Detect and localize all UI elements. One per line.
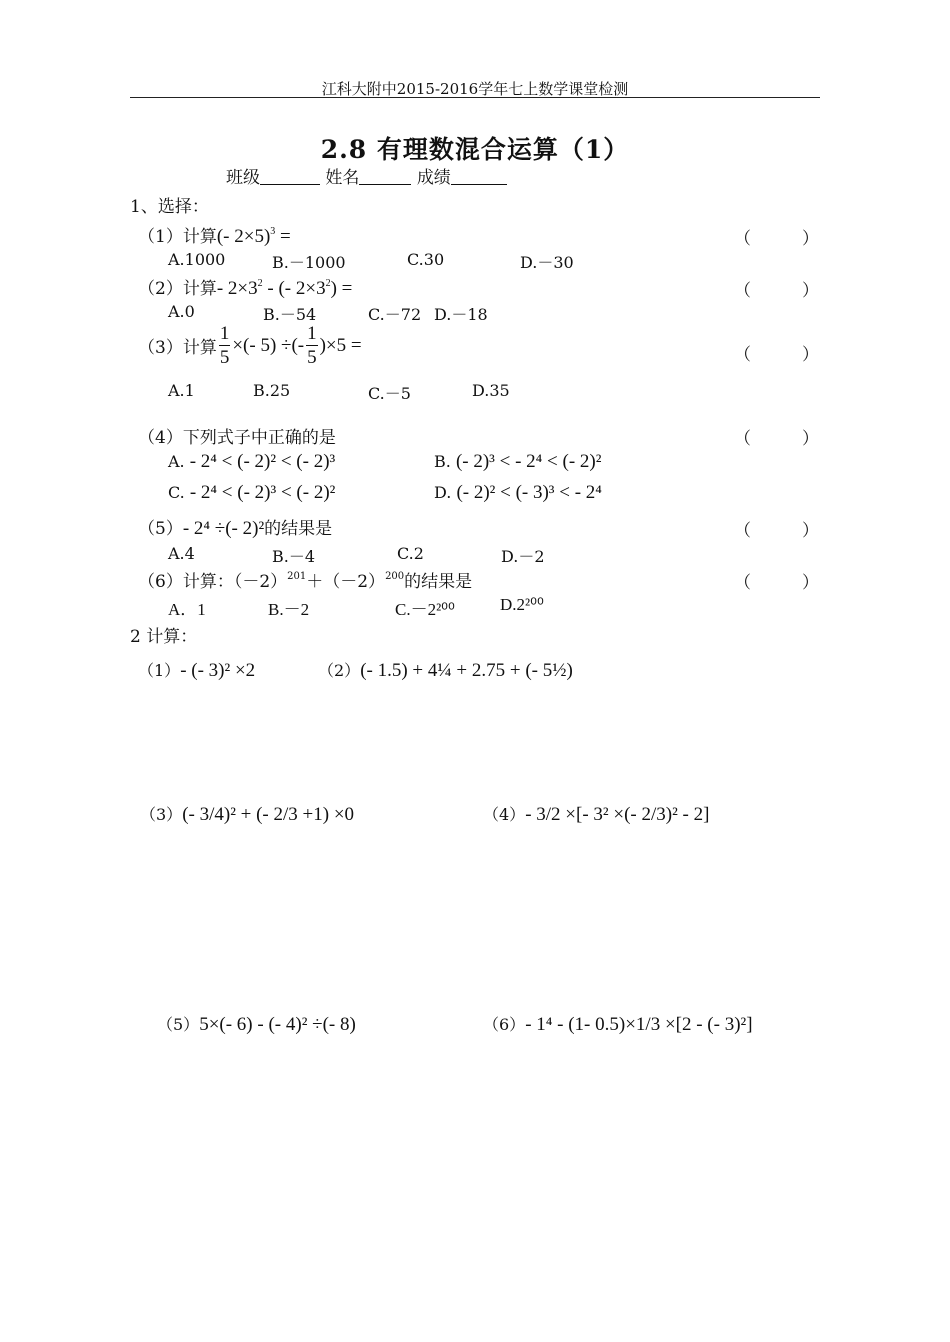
problem-2: （2）(- 1.5) + 4¼ + 2.75 + (- 5½) [318,660,573,681]
class-blank [260,168,320,185]
q5-answer-paren: （ ） [734,521,819,541]
q1-answer-paren: （ ） [734,229,819,249]
q1-expr: (- 2×5)$^3$ = [216,226,291,247]
problem-1: （1）- (- 3)² ×2 [138,660,256,681]
problem-3: （3）(- 3/4)² + (- 2/3 +1) ×0 [140,804,355,825]
q2-option-c: C.－72 [368,305,422,324]
section2-label: 2 计算： [130,627,198,647]
q3-option-a: A.1 [168,381,195,400]
q3-option-b: B.25 [253,381,291,400]
name-blank [359,168,411,185]
score-label: 成绩 [416,168,451,188]
q6-option-d: D.2²⁰⁰ [500,595,544,614]
q5-option-c: C.2 [397,544,424,563]
q2 [138,274,352,300]
q3-expr: $\frac{1}{5}$ ×(- 5) ÷(- $\frac{1}{5}$ )×5 = [219,323,362,368]
q3-prefix: （3）计算 [138,338,217,358]
class-label: 班级 [226,168,260,188]
q4-answer-paren: （ ） [734,429,819,449]
page-header: 江科大附中2015-2016学年七上数学课堂检测 [321,80,629,98]
q6-answer-paren: （ ） [734,573,819,593]
q4-prefix: （4）下列式子中正确的是 [138,428,336,448]
q4-option-b: B. (- 2)³ < - 2⁴ < (- 2)² [434,451,602,472]
q5-option-b: B.－4 [272,547,316,566]
q2-expr: - $2\times 3^2$ - (- $2\times 3^2$) = [216,278,353,299]
q2-option-d: D.－18 [434,305,488,324]
q6-option-c: C.－2²⁰⁰ [395,600,455,619]
q2-option-a: A.0 [168,302,195,321]
q6: （6）计算：$(-2)^{201}+(-2)^{200}$的结果是 [138,571,473,592]
q1-option-b: B.－1000 [272,253,346,272]
q2-answer-paren: （ ） [734,281,819,301]
q1-prefix: （1）计算 [138,227,217,247]
problem-6: （6）- 1⁴ - (1- 0.5)×1/3 ×[2 - (- 3)²] [483,1014,753,1035]
q1-option-d: D.－30 [520,253,574,272]
q5-option-a: A.4 [168,544,195,563]
problem-4: （4）- 3/2 ×[- 3² ×(- 2/3)² - 2] [483,804,710,825]
problem-5: （5）5×(- 6) - (- 4)² ÷(- 8) [157,1014,356,1035]
q1-option-c: C.30 [407,250,445,269]
q4-option-d: D. (- 2)² < (- 3)³ < - 2⁴ [434,482,602,503]
student-info [226,163,507,188]
header-divider [130,97,820,98]
q5-option-d: D.－2 [501,547,545,566]
score-blank [451,168,507,185]
q3-option-d: D.35 [472,381,510,400]
q1 [138,222,291,248]
q4-option-a: A. - 2⁴ < (- 2)² < (- 2)³ [168,451,336,472]
name-label: 姓名 [325,168,360,188]
page-title: 2.8 有理数混合运算（1） [320,135,630,164]
q3-answer-paren: （ ） [734,345,819,365]
q4-option-c: C. - 2⁴ < (- 2)³ < (- 2)² [168,482,336,503]
q3-option-c: C.－5 [368,384,411,403]
q3 [138,324,362,367]
q5: （5）- 2⁴ ÷(- 2)²的结果是 [138,518,333,539]
q2-prefix: （2）计算 [138,279,217,299]
q6-option-b: B.－2 [268,600,310,619]
q1-option-a: A.1000 [168,250,226,269]
q2-option-b: B.－54 [263,305,317,324]
q6-option-a: A．1 [168,600,206,619]
section1-label: 1、选择： [130,197,209,217]
